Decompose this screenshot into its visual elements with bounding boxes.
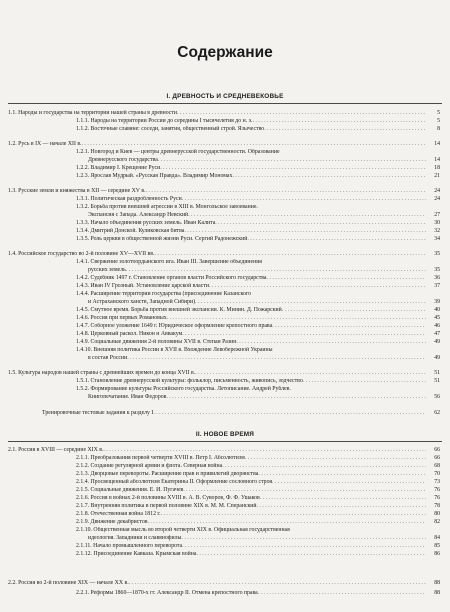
entry-title: 1.4.4. Расширение территории государства (присоединение Казанского: [76, 291, 252, 297]
entry-title: 2.2.1. Реформы 1860—1870-х гг. Александр II. Отмена крепостного права . . .: [76, 590, 426, 597]
toc-entry[interactable]: [88, 212, 440, 219]
toc-entry[interactable]: [88, 394, 440, 401]
entry-title: Экспансия с Запада. Александр Невский . . .: [88, 212, 426, 219]
toc-entry[interactable]: [88, 355, 440, 362]
toc-entry[interactable]: [76, 228, 440, 235]
toc-entry[interactable]: [8, 447, 440, 454]
entry-title: 2.1.10. Общественная мысль во второй четверти XIX в. Официальная государственная: [76, 527, 290, 533]
entry-title: 1.5.2. Формирование культуры Российского государства. Летописание. Андрей Рублев.: [76, 386, 291, 392]
toc-entry[interactable]: [76, 511, 440, 518]
toc-entry[interactable]: [76, 204, 440, 211]
section-rule-1: [8, 103, 442, 104]
entry-page: 78: [434, 503, 440, 509]
entry-title: 2.1.7. Внутренняя политика в первой половине XIX в. М. М. Сперанский . . .: [76, 503, 426, 510]
entry-page: 73: [434, 479, 440, 485]
entry-page: 37: [434, 283, 440, 289]
toc-entry[interactable]: [76, 463, 440, 470]
entry-page: 51: [434, 370, 440, 376]
toc-entry[interactable]: [76, 315, 440, 322]
entry-page: 21: [434, 173, 440, 179]
toc-entry[interactable]: [8, 141, 440, 148]
entry-page: 62: [434, 410, 440, 416]
toc-entry[interactable]: [76, 323, 440, 330]
entry-title: 1.3.3. Начало объединения русских земель. Иван Калита . . .: [76, 220, 426, 227]
entry-title: 2.1. Россия в XVIII — середине XIX в. . . .: [8, 447, 426, 454]
toc-entry[interactable]: [76, 339, 440, 346]
entry-page: 24: [434, 188, 440, 194]
entry-page: 49: [434, 355, 440, 361]
toc-entry[interactable]: [76, 331, 440, 338]
entry-page: 51: [434, 378, 440, 384]
entry-title: 1.2. Русь в IX — начале XII в. . . .: [8, 141, 426, 148]
entry-title: 2.1.4. Просвещенный абсолютизм Екатерины II. Оформление сословного строя . . .: [76, 479, 426, 486]
toc-entry[interactable]: [76, 519, 440, 526]
entry-title: 1.1.2. Восточные славяне: соседи, занятия, общественный строй. Язычество . . .: [76, 126, 426, 133]
entry-title: 1.4.1. Свержение золотоордынского ига. Иван III. Завершение объединения: [76, 259, 262, 265]
entry-title: 1.3.1. Политическая раздробленность Руси . . .: [76, 196, 426, 203]
entry-page: 35: [434, 267, 440, 273]
entry-title: 1.5. Культура народов нашей страны с древнейших времен до конца XVII в. . . .: [8, 370, 426, 377]
toc-entry[interactable]: [76, 236, 440, 243]
entry-page: 76: [434, 487, 440, 493]
entry-title: 1.1.1. Народы на территории России до середины I тысячелетия до н. э. . . .: [76, 118, 426, 125]
entry-page: 82: [434, 519, 440, 525]
entry-title: 1.4.8. Церковный раскол. Никон и Аввакум . . .: [76, 331, 426, 338]
entry-page: 68: [434, 463, 440, 469]
toc-entry[interactable]: [76, 291, 440, 298]
toc-entry[interactable]: [76, 149, 440, 156]
toc-entry[interactable]: [76, 165, 440, 172]
toc-entry[interactable]: [76, 471, 440, 478]
toc-entry[interactable]: [76, 551, 440, 558]
entry-page: 35: [434, 251, 440, 257]
entry-title: 1.4. Российское государство во 2-й половине XV—XVII вв. . . .: [8, 251, 426, 258]
entry-page: 88: [434, 590, 440, 596]
entry-title: 2.2. Россия во 2-й половине XIX — начале XX в. . . .: [8, 580, 426, 587]
entry-title: 1.4.7. Соборное уложение 1649 г. Юридическое оформление крепостного права . . .: [76, 323, 426, 330]
toc-entry[interactable]: [76, 220, 440, 227]
entry-page: 84: [434, 535, 440, 541]
toc-entry[interactable]: [76, 378, 440, 385]
entry-page: 30: [434, 220, 440, 226]
entry-title: 2.1.2. Создание регулярной армии и флота. Северная война . . .: [76, 463, 426, 470]
toc-entry[interactable]: [76, 283, 440, 290]
entry-page: 85: [434, 543, 440, 549]
entry-title: 1.3.4. Дмитрий Донской. Куликовская битва . . .: [76, 228, 426, 235]
entry-title: в состав России . . .: [88, 355, 426, 362]
entry-title: 1.4.10. Внешняя политика России в XVII в. Вхождение Левобережной Украины: [76, 347, 273, 353]
entry-page: 14: [434, 141, 440, 147]
entry-page: 18: [434, 165, 440, 171]
entry-title: русских земель . . .: [88, 267, 426, 274]
entry-page: 14: [434, 157, 440, 163]
toc-entry[interactable]: [76, 487, 440, 494]
entry-page: 47: [434, 331, 440, 337]
entry-title: 2.1.6. Россия в войнах 2-й половины XVIII в. А. В. Суворов, Ф. Ф. Ушаков . . .: [76, 495, 426, 502]
entry-title: 2.1.3. Дворцовые перевороты. Расширение прав и привилегий дворянства . . .: [76, 471, 426, 478]
toc-entry[interactable]: [76, 543, 440, 550]
entry-page: 5: [437, 118, 440, 124]
toc-entry[interactable]: [88, 267, 440, 274]
entry-page: 36: [434, 275, 440, 281]
entry-title: 2.1.1. Преобразования первой четверти XVIII в. Петр I. Абсолютизм . . .: [76, 455, 426, 462]
entry-title: Тренировочные тестовые задания к разделу I . . .: [42, 410, 426, 417]
toc-entry[interactable]: [88, 299, 440, 306]
toc-entry[interactable]: [76, 495, 440, 502]
toc-entry[interactable]: [76, 479, 440, 486]
entry-page: 32: [434, 228, 440, 234]
entry-title: 1.3.2. Борьба против внешней агрессии в XIII в. Монгольское завоевание.: [76, 204, 258, 210]
entry-page: 66: [434, 455, 440, 461]
entry-title: 1.4.2. Судебник 1497 г. Становление органов власти Российского государства . . .: [76, 275, 426, 282]
entry-page: 86: [434, 551, 440, 557]
entry-title: 2.1.12. Присоединение Кавказа. Крымская война . . .: [76, 551, 426, 558]
toc-entry[interactable]: [76, 275, 440, 282]
entry-page: 45: [434, 315, 440, 321]
entry-page: 5: [437, 110, 440, 116]
entry-page: 24: [434, 196, 440, 202]
entry-page: 80: [434, 511, 440, 517]
toc-entry[interactable]: [8, 251, 440, 258]
entry-page: 46: [434, 323, 440, 329]
entry-page: 8: [437, 126, 440, 132]
toc-entry[interactable]: [76, 590, 440, 597]
entry-page: 40: [434, 307, 440, 313]
section-heading-1: I. ДРЕВНОСТЬ И СРЕДНЕВЕКОВЬЕ: [166, 93, 284, 100]
entry-page: 88: [434, 580, 440, 586]
entry-title: 1.4.5. Смутное время. Борьба против внешней экспансии. К. Минин. Д. Пожарский . . .: [76, 307, 426, 314]
entry-title: 1.3. Русские земли и княжества в XII — середине XV в. . . .: [8, 188, 426, 195]
toc-entry[interactable]: [8, 110, 440, 117]
entry-page: 39: [434, 299, 440, 305]
entry-title: 1.3.5. Роль церкви в общественной жизни Руси. Сергий Радонежский . . .: [76, 236, 426, 243]
toc-entry[interactable]: [88, 157, 440, 164]
entry-title: идеология. Западники и славянофилы . . .: [88, 535, 426, 542]
entry-title: 1.5.1. Становление древнерусской культуры: фольклор, письменность, живопись, зодчество . . .: [76, 378, 426, 385]
entry-title: 2.1.11. Начало промышленного переворота . . .: [76, 543, 426, 550]
toc-entry[interactable]: [76, 118, 440, 125]
toc-entry[interactable]: [8, 188, 440, 195]
toc-entry[interactable]: [76, 173, 440, 180]
entry-page: 49: [434, 339, 440, 345]
entry-title: 1.4.3. Иван IV Грозный. Установление царской власти . . .: [76, 283, 426, 290]
entry-page: 27: [434, 212, 440, 218]
toc-entry[interactable]: [76, 455, 440, 462]
toc-entry[interactable]: [8, 370, 440, 377]
toc-entry[interactable]: [76, 259, 440, 266]
toc-entry[interactable]: [76, 386, 440, 393]
toc-entry[interactable]: [8, 580, 440, 587]
entry-title: 1.2.3. Ярослав Мудрый. «Русская Правда». Владимир Мономах . . .: [76, 173, 426, 180]
toc-entry[interactable]: [76, 196, 440, 203]
entry-title: 1.4.9. Социальные движения 2-й половины XVII в. Степан Разин . . .: [76, 339, 426, 346]
entry-title: Древнерусского государства . . .: [88, 157, 426, 164]
section-rule-2: [8, 441, 442, 442]
entry-title: 2.1.9. Движение декабристов . . .: [76, 519, 426, 526]
toc-entry[interactable]: [76, 527, 440, 534]
entry-page: 34: [434, 236, 440, 242]
entry-page: 70: [434, 471, 440, 477]
entry-title: 1.4.6. Россия при первых Романовых . . .: [76, 315, 426, 322]
toc-entry[interactable]: [76, 307, 440, 314]
toc-entry[interactable]: [76, 503, 440, 510]
entry-title: 2.1.5. Социальные движения. Е. И. Пугачев . . .: [76, 487, 426, 494]
entry-title: 1.1. Народы и государства на территории нашей страны в древности . . .: [8, 110, 426, 117]
toc-entry[interactable]: [88, 535, 440, 542]
entry-page: 76: [434, 495, 440, 501]
section-heading-2: II. НОВОЕ ВРЕМЯ: [195, 431, 255, 438]
entry-title: Книгопечатание. Иван Федоров . . .: [88, 394, 426, 401]
entry-title: 1.2.1. Новгород и Киев — центры древнерусской государственности. Образование: [76, 149, 280, 155]
entry-page: 56: [434, 394, 440, 400]
entry-title: 1.2.2. Владимир I. Крещение Руси . . .: [76, 165, 426, 172]
toc-entry[interactable]: [42, 410, 440, 417]
entry-title: и Астраханского ханств, Западной Сибири) . . .: [88, 299, 426, 306]
entry-page: 66: [434, 447, 440, 453]
entry-title: 2.1.8. Отечественная война 1812 г. . . .: [76, 511, 426, 518]
toc-entry[interactable]: [76, 126, 440, 133]
page-title: Содержание: [177, 44, 273, 61]
toc-entry[interactable]: [76, 347, 440, 354]
